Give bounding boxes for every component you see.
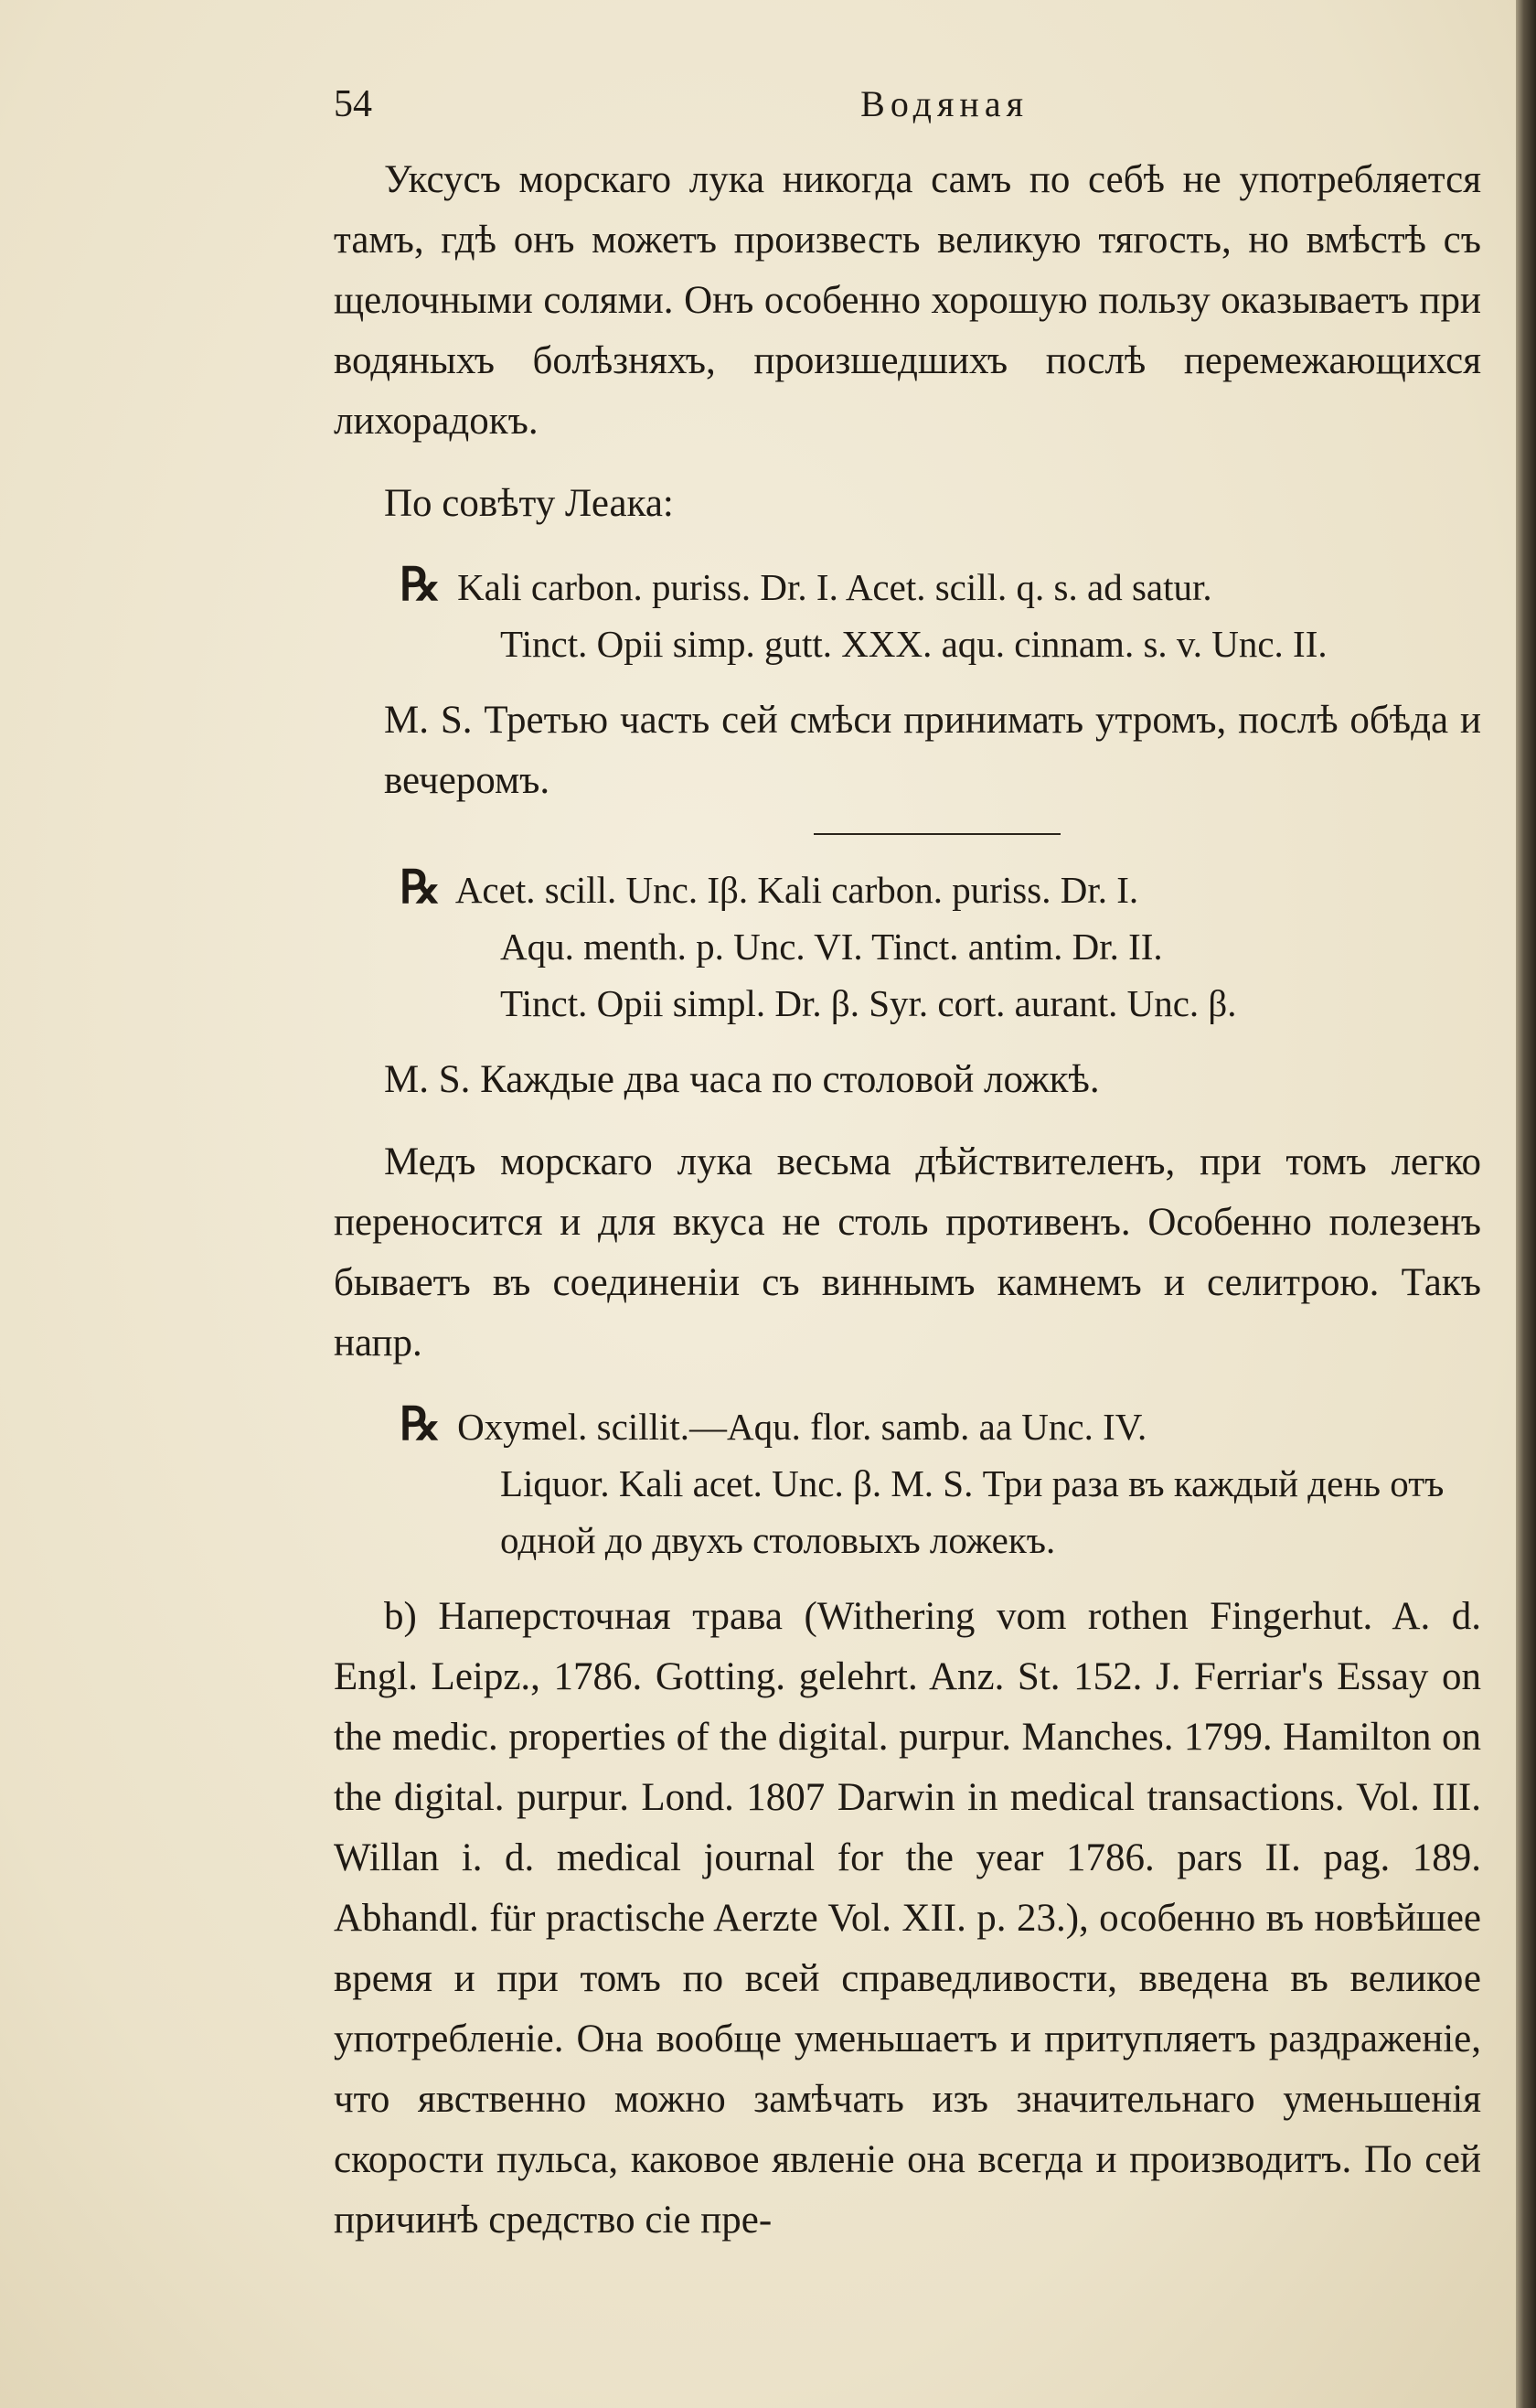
prescription-2-instructions: M. S. Каждые два часа по столовой ложкѣ. — [384, 1058, 1100, 1101]
prescription-3 — [400, 1396, 1481, 1568]
prescription-1 — [400, 556, 1481, 672]
paragraph-digitalis: b) Наперсточная трава (Withering vom rothen Fingerhut. A. d. Engl. Leipz., 1786. Gotting. gelehrt. Anz. St. 152. J. Ferriar's Essay on the medic. properties of the digital. purpur. Manches. 1799. Hamilton on the digital. purpur. Lond. 1807 Darwin in medical transactions. Vol. III. Willan i. d. medical journal for the year 1786. pars II. pag. 189. Abhandl. für practische Aerzte Vol. XII. p. 23.), особенно въ новѣйшее время и при томъ по всей справедливости, введена въ великое употребленіе. Она вообще уменьшаетъ и притупляетъ раздраженіе, что явственно можно замѣчать изъ значительнаго уменьшенія скорости пульса, каковое явленіе она всегда и производитъ. По сей причинѣ средство сіе пре- — [334, 1595, 1481, 2242]
prescription-1-line-1: Kali carbon. puriss. Dr. I. Acet. scill. q. s. ad satur. — [457, 566, 1212, 608]
prescription-2-line-1: Acet. scill. Unc. Iβ. Kali carbon. puriss. Dr. I. — [454, 869, 1139, 911]
prescription-1-instructions: M. S. Третью часть сей смѣси принимать утромъ, послѣ обѣда и вечеромъ. — [384, 699, 1481, 802]
prescription-2-line-3: Tinct. Opii simpl. Dr. β. Syr. cort. aurant. Unc. β. — [500, 982, 1237, 1024]
prescription-3-line-1: Oxymel. scillit.—Aqu. flor. samb. aa Unc. IV. — [457, 1406, 1147, 1448]
book-edge — [1516, 0, 1536, 2408]
rx-symbol: ℞ — [400, 862, 441, 913]
page-body — [334, 82, 1481, 2273]
paragraph-squill-honey: Медъ морскаго лука весьма дѣйствителенъ, при томъ легко переносится и для вкуса не столь противенъ. Особенно полезенъ бываетъ въ соединеніи съ виннымъ камнемъ и селитрою. Такъ напр. — [334, 1140, 1481, 1365]
page-number: 54 — [334, 83, 372, 125]
rx-symbol: ℞ — [400, 559, 441, 610]
prescription-2-line-2: Aqu. menth. p. Unc. VI. Tinct. antim. Dr. II. — [500, 926, 1163, 968]
prescription-3-line-2: Liquor. Kali acet. Unc. β. M. S. Три раза въ каждый день отъ одной до двухъ столовыхъ ложекъ. — [500, 1462, 1445, 1561]
paragraph-lead-in-leak: По совѣту Леака: — [384, 482, 674, 525]
prescription-2 — [400, 859, 1481, 1032]
rx-symbol: ℞ — [400, 1398, 441, 1450]
section-divider — [814, 833, 1061, 835]
running-head — [334, 82, 1029, 126]
paragraph-squill-vinegar: Уксусъ морскаго лука никогда самъ по себѣ не употребляется тамъ, гдѣ онъ можетъ произвесть великую тягость, но вмѣстѣ съ щелочными солями. Онъ особенно хорошую пользу оказываетъ при водяныхъ болѣзняхъ, произшедшихъ послѣ перемежающихся лихорадокъ. — [334, 158, 1481, 443]
prescription-1-line-2: Tinct. Opii simp. gutt. XXX. aqu. cinnam. s. v. Unc. II. — [500, 623, 1328, 665]
running-title: Водяная — [860, 83, 1029, 124]
